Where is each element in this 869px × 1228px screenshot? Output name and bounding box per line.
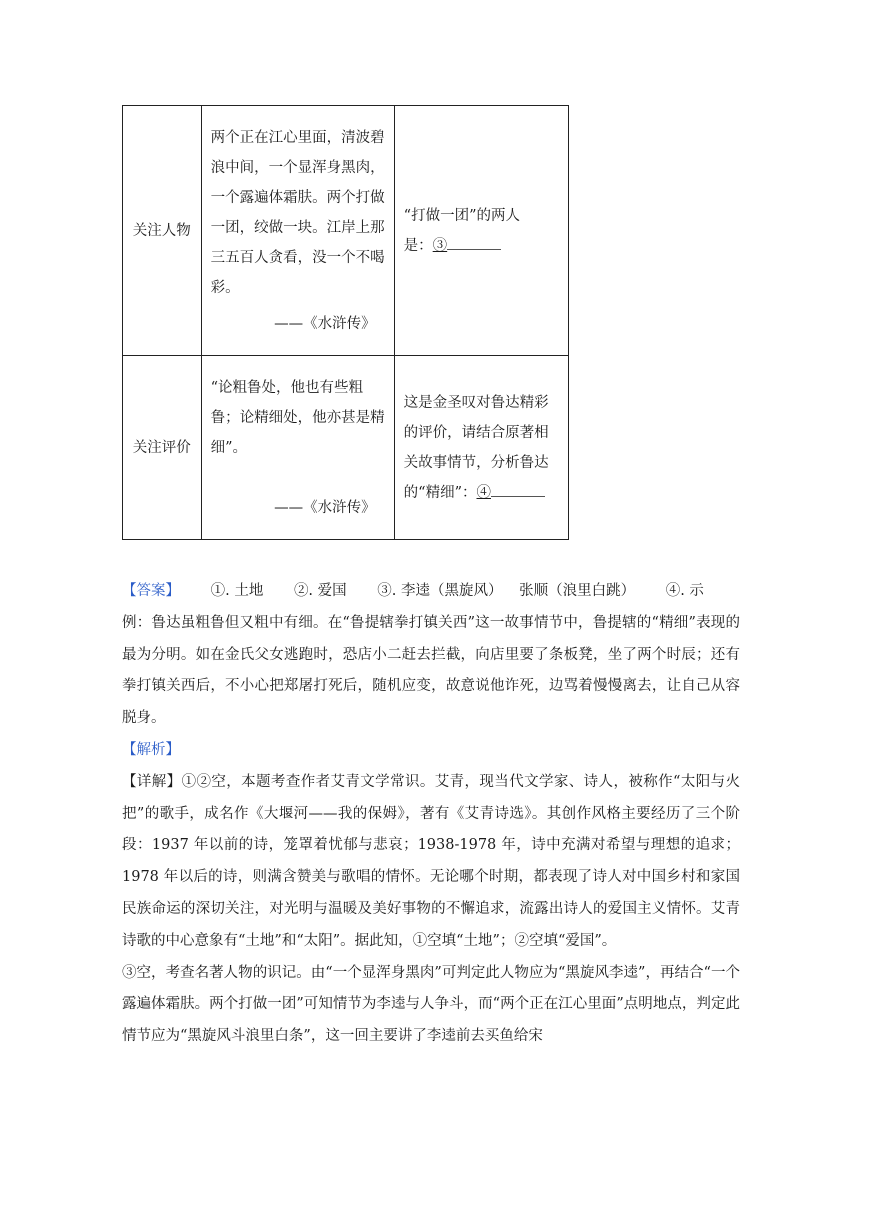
quote-source: ——《水浒传》 [274,499,376,516]
analysis-tag: 【解析】 [122,741,180,758]
analysis-paragraph: 【详解】①②空，本题考查作者艾青文学常识。艾青，现当代文学家、诗人，被称作“太阳与火把”的歌手，成名作《大堰河——我的保姆》，著有《艾青诗选》。其创作风格主要经历了三个阶段：1937 年以前的诗，笼罩着忧郁与悲哀；1938-1978 年，诗中充满对希望与理想的追求；1978 年以后的诗，则满含赞美与歌唱的情怀。无论哪个时期，都表现了诗人对中国乡村和家国民族命运的深切关注，对光明与温暖及美好事物的不懈追求，流露出诗人的爱国主义情怀。艾青诗歌的中心意象有“土地”和“太阳”。据此知，①空填“土地”；②空填“爱国”。 [122,773,740,949]
quote-line: 鲁；论精细处，他亦甚是精 [210,409,385,426]
answer-item: ①. 土地 [210,583,264,599]
quote-line: 三五百人贪看，没一个不喝 [210,249,385,266]
task-line: 关故事情节，分析鲁达 [403,454,549,471]
answer-blank[interactable] [491,482,545,497]
blank-number: ③ [432,237,448,254]
question-table [122,105,569,540]
quote-line: “论粗鲁处，他也有些粗 [210,379,363,396]
quote-line: 细”。 [210,439,247,456]
blank-number: ④ [476,484,491,501]
task-cell [394,106,568,356]
quote-line: 浪中间，一个显浑身黑肉， [210,159,385,176]
answer-item: ④. 示 [665,583,704,599]
answer-explanation [122,576,740,1053]
task-line: 的评价，请结合原著相 [403,424,549,441]
task-cell [394,356,568,540]
detail-tag: 【详解】 [122,773,182,790]
quote-line: 两个正在江心里面，清波碧 [210,129,385,146]
table-row [123,106,569,356]
table-row [123,356,569,540]
quote-line: 彩。 [210,279,240,296]
answer-section [122,576,740,608]
analysis-paragraph: ③空，考查名著人物的识记。由“一个显浑身黑肉”可判定此人物应为“黑旋风李逵”，再结合“一个露遍体霜肤。两个打做一团”可知情节为李逵与人争斗，而“两个正在江心里面”点明地点，判定此情节应为“黑旋风斗浪里白条”，这一回主要讲了李逵前去买鱼给宋 [122,964,740,1045]
task-line: 的“精细”：④ [404,478,560,508]
quote-line: 一团，绞做一块。江岸上那 [210,219,385,236]
task-line: 是：③ [404,231,560,261]
answer-item: ③. 李逵（黑旋风） [377,583,503,599]
answer-text: 例：鲁达虽粗鲁但又粗中有细。在“鲁提辖拳打镇关西”这一故事情节中，鲁提辖的“精细”表现的最为分明。如在金氏父女逃跑时，恐店小二赶去拦截，向店里要了条板凳，坐了两个时辰；还有拳打镇关西后，不小心把郑屠打死后，随机应变，故意说他诈死，边骂着慢慢离去，让自己从容脱身。 [122,614,740,727]
answer-item: 张顺（浪里白跳） [519,583,636,599]
task-line: 这是金圣叹对鲁达精彩 [403,394,549,411]
row-label: 关注评价 [123,356,202,540]
quote-source: ——《水浒传》 [274,315,376,332]
quote-cell [201,106,394,356]
answer-item: ②. 爱国 [293,583,347,599]
answer-blank[interactable] [447,235,501,250]
quote-cell [201,356,394,540]
answer-tag: 【答案】 [122,583,180,599]
row-label: 关注人物 [123,106,202,356]
quote-line: 一个露遍体霜肤。两个打做 [210,189,385,206]
task-line: “打做一团”的两人 [403,207,520,224]
